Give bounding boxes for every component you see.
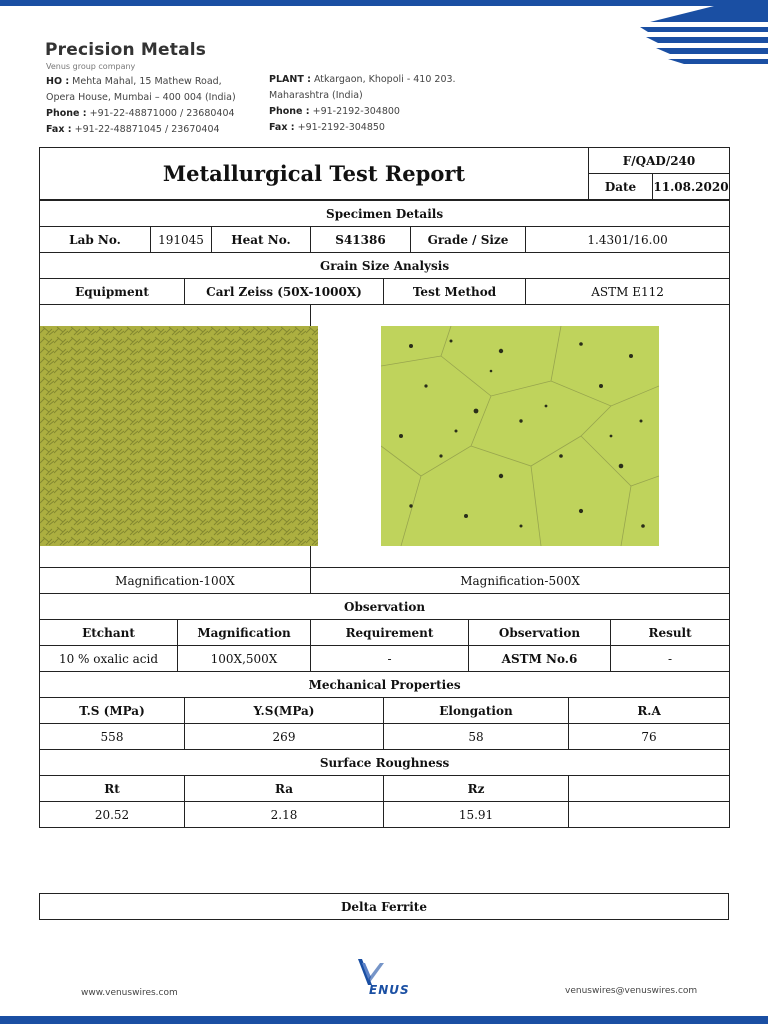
lab-no-label: Lab No.	[40, 227, 151, 253]
mechanical-ys: 269	[185, 724, 384, 750]
plant-line1: Atkargaon, Khopoli - 410 203.	[313, 74, 456, 85]
plant-fax-label: Fax :	[269, 122, 295, 133]
plant-phone: +91-2192-304800	[312, 106, 400, 117]
plant-phone-label: Phone :	[269, 106, 310, 117]
observation-observation: ASTM No.6	[469, 646, 611, 672]
mechanical-header-ts: T.S (MPa)	[40, 698, 185, 724]
roughness-header-empty	[569, 776, 730, 802]
mechanical-header-elongation: Elongation	[384, 698, 569, 724]
observation-heading: Observation	[40, 594, 730, 620]
plant-address	[269, 72, 456, 136]
roughness-rz: 15.91	[384, 802, 569, 828]
observation-header-requirement: Requirement	[311, 620, 469, 646]
ho-label: HO :	[46, 76, 70, 87]
company-tagline: Venus group company	[46, 62, 136, 71]
ho-phone: +91-22-48871000 / 23680404	[89, 108, 235, 119]
ho-phone-label: Phone :	[46, 108, 87, 119]
plant-label: PLANT :	[269, 74, 311, 85]
observation-header-magnification: Magnification	[178, 620, 311, 646]
mechanical-header-ys: Y.S(MPa)	[185, 698, 384, 724]
roughness-empty	[569, 802, 730, 828]
delta-ferrite-heading: Delta Ferrite	[40, 894, 729, 920]
observation-requirement: -	[311, 646, 469, 672]
ho-fax: +91-22-48871045 / 23670404	[74, 124, 220, 135]
mechanical-header-ra: R.A	[569, 698, 730, 724]
micrograph-500x-image	[381, 326, 659, 546]
mechanical-heading: Mechanical Properties	[40, 672, 730, 698]
ho-line2: Opera House, Mumbai – 400 004 (India)	[46, 92, 236, 103]
head-office-address	[46, 74, 236, 138]
report-main-table	[39, 200, 730, 828]
observation-result: -	[611, 646, 730, 672]
caption-500x: Magnification-500X	[311, 568, 730, 594]
grain-size-heading: Grain Size Analysis	[40, 253, 730, 279]
micrograph-100x-cell	[40, 305, 311, 568]
observation-header-etchant: Etchant	[40, 620, 178, 646]
footer-email: venuswires@venuswires.com	[565, 986, 698, 996]
roughness-header-rz: Rz	[384, 776, 569, 802]
company-name: Precision Metals	[45, 40, 207, 60]
mechanical-ra: 76	[569, 724, 730, 750]
heat-no-label: Heat No.	[212, 227, 311, 253]
delta-ferrite-table	[39, 893, 729, 920]
test-method-label: Test Method	[384, 279, 526, 305]
footer-logo-text: ENUS	[369, 983, 410, 997]
caption-100x: Magnification-100X	[40, 568, 311, 594]
equipment-label: Equipment	[40, 279, 185, 305]
ho-fax-label: Fax :	[46, 124, 72, 135]
grade-label: Grade / Size	[411, 227, 526, 253]
roughness-heading: Surface Roughness	[40, 750, 730, 776]
grade-value: 1.4301/16.00	[526, 227, 730, 253]
observation-etchant: 10 % oxalic acid	[40, 646, 178, 672]
footer-website: www.venuswires.com	[81, 988, 178, 998]
report-title-table	[39, 147, 730, 200]
plant-line2: Maharashtra (India)	[269, 90, 363, 101]
form-number: F/QAD/240	[589, 148, 730, 174]
report-date: 11.08.2020	[653, 174, 730, 200]
roughness-header-rt: Rt	[40, 776, 185, 802]
observation-header-observation: Observation	[469, 620, 611, 646]
test-method-value: ASTM E112	[526, 279, 730, 305]
plant-fax: +91-2192-304850	[297, 122, 385, 133]
specimen-heading: Specimen Details	[40, 201, 730, 227]
micrograph-500x-cell	[311, 305, 730, 568]
mechanical-elongation: 58	[384, 724, 569, 750]
lab-no-value: 191045	[151, 227, 212, 253]
date-label: Date	[589, 174, 653, 200]
bottom-accent-bar	[0, 1016, 768, 1024]
mechanical-ts: 558	[40, 724, 185, 750]
ho-line1: Mehta Mahal, 15 Mathew Road,	[72, 76, 222, 87]
roughness-ra: 2.18	[185, 802, 384, 828]
header-stripes-graphic	[588, 0, 768, 80]
micrograph-100x-image	[40, 326, 318, 546]
report-title: Metallurgical Test Report	[40, 148, 589, 200]
heat-no-value: S41386	[311, 227, 411, 253]
roughness-rt: 20.52	[40, 802, 185, 828]
equipment-value: Carl Zeiss (50X-1000X)	[185, 279, 384, 305]
observation-header-result: Result	[611, 620, 730, 646]
roughness-header-ra: Ra	[185, 776, 384, 802]
observation-magnification: 100X,500X	[178, 646, 311, 672]
